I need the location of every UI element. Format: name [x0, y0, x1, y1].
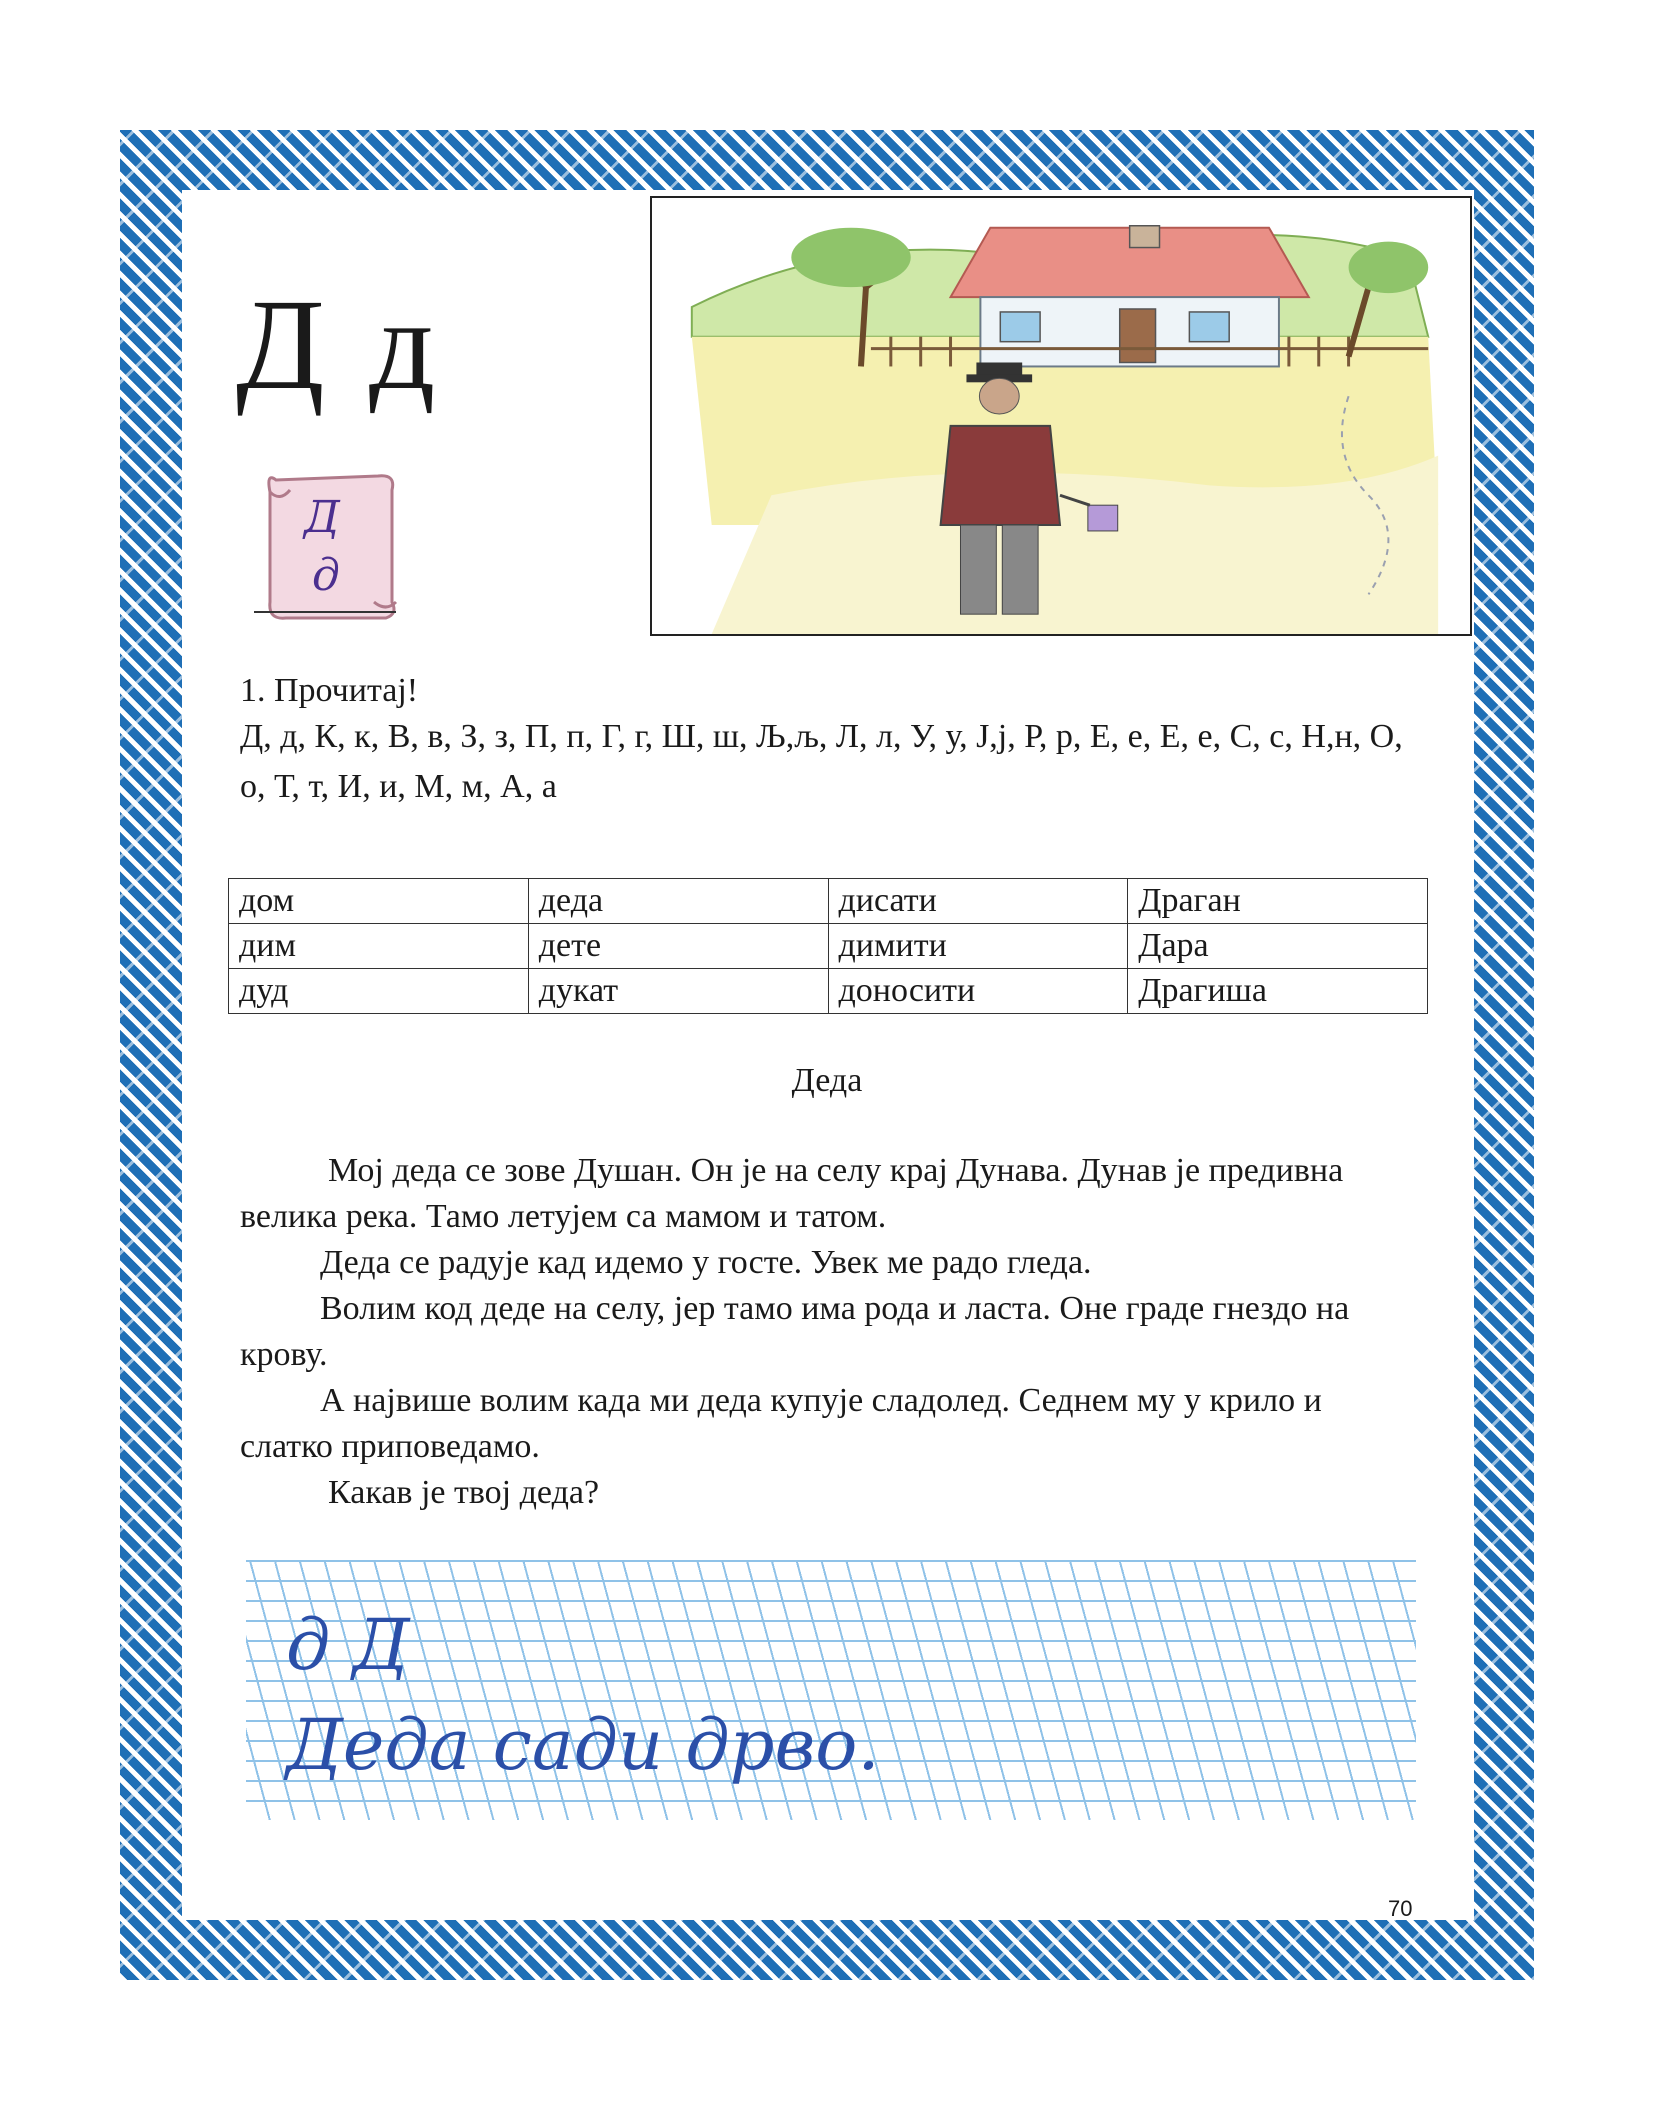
table-cell: Дара	[1128, 924, 1428, 969]
scroll-icon	[246, 462, 406, 632]
table-cell: дом	[229, 879, 529, 924]
story-paragraph: Волим код деде на селу, јер тамо има рода и ласта. Оне граде гнездо на крову.	[240, 1290, 1350, 1373]
alphabet-letters: Д, д, К, к, В, в, З, з, П, п, Г, г, Ш, ш, Љ,љ, Л, л, У, у, Ј,ј, Р, р, Е, е, Е, е, С, с, Н,н, О, о, Т, т, И, и, М, м, А, а	[240, 718, 1403, 805]
table-cell: димити	[828, 924, 1128, 969]
scroll-upper: Д	[304, 492, 340, 543]
page-number: 70	[1388, 1896, 1413, 1921]
table-cell: дуд	[229, 969, 529, 1014]
table-cell: дим	[229, 924, 529, 969]
story-paragraph: Деда се радује кад идемо у госте. Увек ме радо гледа.	[320, 1244, 1092, 1281]
story-paragraph: А највише волим када ми деда купује сладолед. Седнем му у крило и слатко приповедамо.	[240, 1382, 1322, 1465]
letter-upper: Д	[236, 273, 331, 417]
table-row	[229, 879, 1428, 924]
story-text	[240, 1148, 1400, 1516]
story-title: Деда	[791, 1062, 863, 1099]
table-row	[229, 924, 1428, 969]
table-cell: Драган	[1128, 879, 1428, 924]
scroll-lower: д	[312, 550, 340, 601]
story-paragraph: Мој деда се зове Душан. Он је на селу крај Дунава. Дунав је предивна велика река. Тамо летујем са мамом и татом.	[240, 1152, 1344, 1235]
story-paragraph: Какав је твој деда?	[328, 1474, 600, 1511]
table-cell: дисати	[828, 879, 1128, 924]
table-cell: Драгиша	[1128, 969, 1428, 1014]
table-cell: дукат	[528, 969, 828, 1014]
table-cell: деда	[528, 879, 828, 924]
handwriting-line: д Д	[286, 1604, 410, 1686]
illustration-grandfather-village	[650, 196, 1472, 636]
handwriting-line: Деда сади дрво.	[286, 1704, 880, 1786]
house	[951, 226, 1309, 367]
table-cell: доносити	[828, 969, 1128, 1014]
letter-lower: д	[369, 273, 442, 417]
word-table	[228, 878, 1428, 1014]
table-row	[229, 969, 1428, 1014]
exercise-title: 1. Прочитај!	[240, 672, 419, 709]
letter-heading	[236, 273, 442, 417]
handwriting-practice	[246, 1560, 1416, 1820]
table-cell: дете	[528, 924, 828, 969]
